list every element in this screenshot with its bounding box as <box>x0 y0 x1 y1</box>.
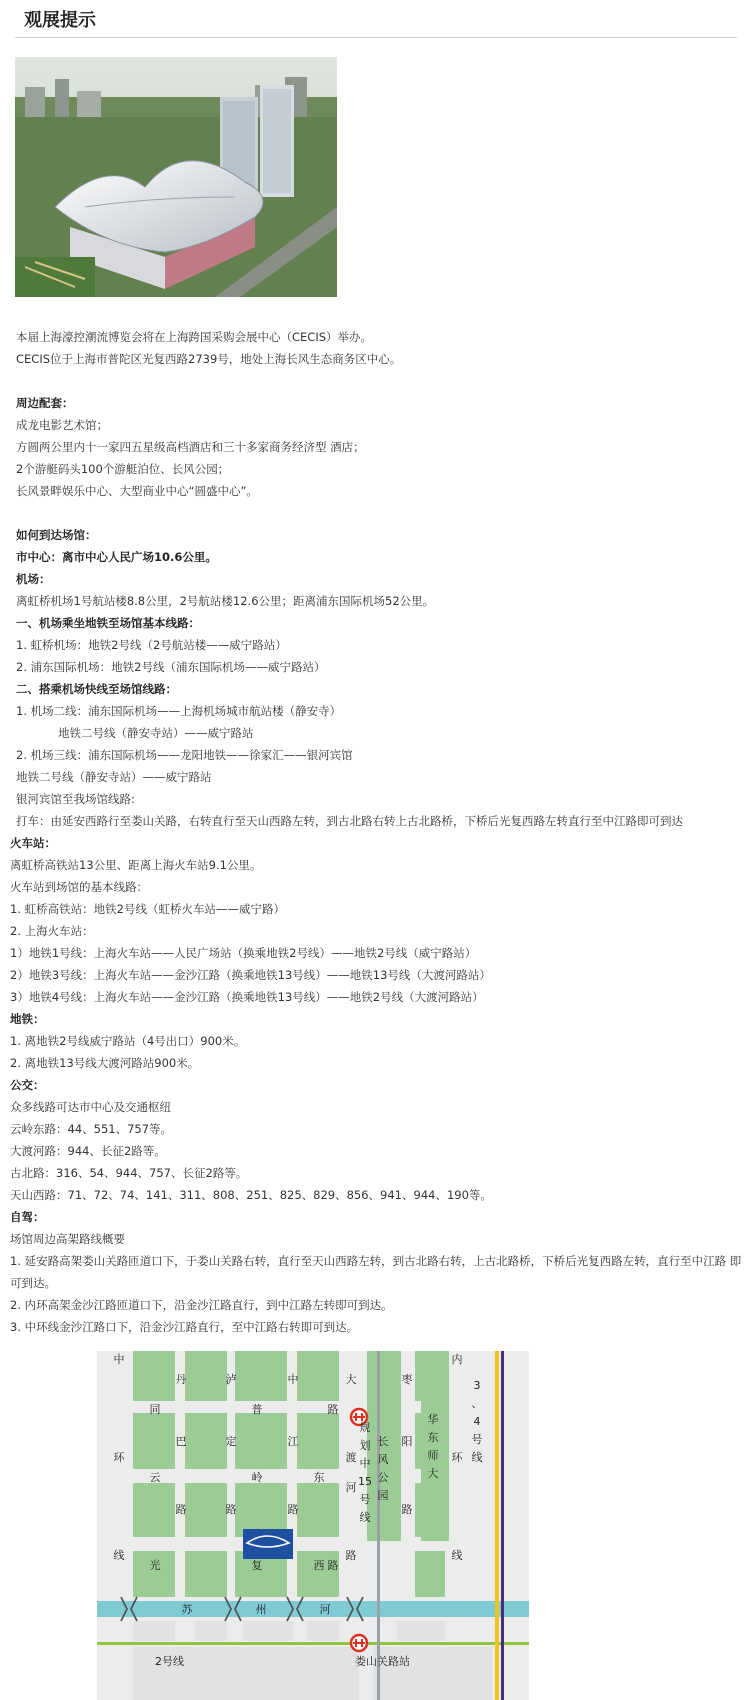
map-label: 西 <box>313 1559 325 1572</box>
map-label: 河 <box>319 1603 331 1616</box>
map-label: 线 <box>359 1511 371 1524</box>
city-block <box>235 1351 287 1401</box>
park-block <box>421 1351 449 1541</box>
map-label: 东 <box>427 1431 439 1444</box>
city-block <box>297 1413 339 1469</box>
map-label: 师 <box>427 1449 439 1462</box>
city-block <box>307 1621 339 1641</box>
page-title: 观展提示 <box>24 10 96 31</box>
drive-item: 2. 内环高架金沙江路匝道口下，沿金沙江路直行，到中江路左转即可到达。 <box>10 1298 393 1312</box>
train-routes-heading: 火车站到场馆的基本线路： <box>10 880 148 894</box>
subway-item: 2. 离地铁13号线大渡河路站900米。 <box>10 1056 200 1070</box>
city-block <box>185 1483 227 1537</box>
city-block <box>397 1621 445 1641</box>
taxi-route: 打车：由延安西路行至娄山关路，右转直行至天山西路左转，到古北路右转上古北路桥，下桥后光复西路左转直行至中江路即可到达 <box>16 814 683 828</box>
subway-item: 1. 离地铁2号线威宁路站（4号出口）900米。 <box>10 1034 246 1048</box>
map-label: 苏 <box>181 1603 193 1616</box>
drive-heading: 自驾： <box>10 1210 45 1224</box>
map-label: 大 <box>427 1467 439 1480</box>
suzhou-river <box>97 1601 529 1617</box>
map-label: 巴 <box>175 1435 187 1448</box>
map-label: 光 <box>149 1559 161 1572</box>
planned-line-15 <box>377 1351 380 1700</box>
city-block <box>133 1483 175 1537</box>
express-route: 地铁二号线（静安寺站）——威宁路站 <box>16 770 212 784</box>
surroundings-item: 长风景畔娱乐中心、大型商业中心“圆盛中心”。 <box>16 484 258 498</box>
metro-route: 2. 浦东国际机场：地铁2号线（浦东国际机场——威宁路站） <box>16 660 326 674</box>
map-label: 阳 <box>401 1435 413 1448</box>
map-label: 华 <box>427 1413 439 1426</box>
map-label: 内 <box>451 1353 463 1366</box>
intro-line: CECIS位于上海市普陀区光复西路2739号，地处上海长风生态商务区中心。 <box>16 352 402 366</box>
inner-ring-line <box>501 1351 504 1700</box>
drive-item: 3. 中环线金沙江路口下，沿金沙江路直行，至中江路右转即可到达。 <box>10 1320 359 1334</box>
map-label: 号 <box>359 1493 371 1506</box>
map-label: 河 <box>345 1481 357 1494</box>
map-label: 线 <box>113 1549 125 1562</box>
intro-line: 本届上海濠控潮流博览会将在上海跨国采购会展中心（CECIS）举办。 <box>16 330 373 344</box>
drive-item: 1. 延安路高架娄山关路匝道口下，于娄山关路右转，直行至天山西路左转，到古北路右转，上古北路桥，下桥后光复西路左转，直行至中江路 即可到达。 <box>10 1254 742 1290</box>
city-block <box>415 1551 445 1597</box>
map-label: 泸 <box>225 1373 237 1386</box>
map-label: 大 <box>345 1373 357 1386</box>
city-block <box>133 1413 175 1469</box>
venue-marker <box>243 1529 293 1559</box>
city-block <box>185 1551 227 1597</box>
train-route: 2. 上海火车站： <box>10 924 94 938</box>
map-label: 号 <box>471 1433 483 1446</box>
map-label: 州 <box>255 1603 267 1616</box>
map-label: 园 <box>377 1489 389 1502</box>
drive-intro: 场馆周边高架路线概要 <box>10 1232 125 1246</box>
city-block <box>297 1551 339 1597</box>
map-label: 线 <box>451 1549 463 1562</box>
city-block <box>243 1621 293 1641</box>
map-label: 环 <box>113 1451 125 1464</box>
map-label: 云 <box>149 1471 161 1484</box>
map-label: 路 <box>175 1503 187 1516</box>
express-route: 地铁二号线（静安寺站）——威宁路站 <box>58 726 254 740</box>
bus-item: 众多线路可达市中心及交通枢纽 <box>10 1100 171 1114</box>
city-block <box>235 1413 287 1469</box>
exhibition-center-illustration <box>15 57 337 297</box>
title-divider <box>15 37 737 38</box>
airport-heading: 机场： <box>16 572 51 586</box>
exhibition-center-photo <box>15 57 337 297</box>
express-route: 银河宾馆至我场馆线路: <box>16 792 135 806</box>
city-block <box>297 1483 339 1537</box>
city-block <box>133 1351 175 1401</box>
surroundings-item: 方圆两公里内十一家四五星级高档酒店和三十多家商务经济型 酒店； <box>16 440 365 454</box>
route-heading: 如何到达场馆： <box>16 528 97 542</box>
map-label: 路 <box>327 1403 339 1416</box>
surroundings-heading: 周边配套： <box>16 396 74 410</box>
metro-station-icon <box>351 1635 367 1651</box>
map-label: 枣 <box>401 1373 413 1386</box>
city-block <box>185 1413 227 1469</box>
metro-route: 1. 虹桥机场：地铁2号线（2号航站楼——威宁路站） <box>16 638 287 652</box>
map-label: 4 <box>473 1415 481 1428</box>
city-block <box>297 1351 339 1401</box>
location-map-svg <box>97 1351 529 1700</box>
map-label: 江 <box>287 1435 299 1448</box>
map-label: 3 <box>473 1379 481 1392</box>
airport-distance: 离虹桥机场1号航站楼8.8公里，2号航站楼12.6公里；距离浦东国际机场52公里。 <box>16 594 435 608</box>
map-label: 线 <box>471 1451 483 1464</box>
city-block <box>195 1621 227 1641</box>
bus-item: 古北路：316、54、944、757、长征2路等。 <box>10 1166 248 1180</box>
map-label: 同 <box>149 1403 161 1416</box>
map-label: 中 <box>359 1457 371 1470</box>
map-label: 划 <box>359 1439 371 1452</box>
location-map <box>97 1351 529 1700</box>
station-label: 娄山关路站 <box>355 1655 410 1668</box>
map-label: 风 <box>377 1453 389 1466</box>
train-route: 2）地铁3号线：上海火车站——金沙江路（换乘地铁13号线）——地铁13号线（大渡河路站） <box>10 968 491 982</box>
city-block <box>133 1621 175 1641</box>
bus-item: 大渡河路：944、长征2路等。 <box>10 1144 166 1158</box>
map-label: 普 <box>251 1403 263 1416</box>
map-label: 路 <box>327 1559 339 1572</box>
map-label: 丹 <box>175 1373 187 1386</box>
line-2-label: 2号线 <box>155 1655 184 1668</box>
train-heading: 火车站： <box>10 836 56 850</box>
map-label: 15 <box>358 1475 372 1488</box>
train-route: 1. 虹桥高铁站：地铁2号线（虹桥火车站——威宁路） <box>10 902 285 916</box>
city-block <box>185 1351 227 1401</box>
map-label: 岭 <box>251 1471 263 1484</box>
map-label: 长 <box>377 1435 389 1448</box>
map-label: 定 <box>225 1435 237 1448</box>
bus-heading: 公交： <box>10 1078 45 1092</box>
express-route: 2. 机场三线：浦东国际机场——龙阳地铁——徐家汇——银河宾馆 <box>16 748 353 762</box>
metro-line-3-4 <box>495 1351 499 1700</box>
map-label: 路 <box>287 1503 299 1516</box>
map-label: 规 <box>359 1421 371 1434</box>
map-label: 中 <box>287 1373 299 1386</box>
metro-route-heading: 一、机场乘坐地铁至场馆基本线路： <box>16 616 200 630</box>
map-label: 环 <box>451 1451 463 1464</box>
bus-item: 云岭东路：44、551、757等。 <box>10 1122 173 1136</box>
city-block <box>235 1483 287 1537</box>
bus-item: 天山西路：71、72、74、141、311、808、251、825、829、856、941、944、190等。 <box>10 1188 492 1202</box>
map-label: 路 <box>401 1503 413 1516</box>
map-label: 公 <box>377 1471 389 1484</box>
map-label: 路 <box>225 1503 237 1516</box>
article-body <box>10 326 745 1338</box>
train-route: 1）地铁1号线：上海火车站——人民广场站（换乘地铁2号线）——地铁2号线（威宁路站） <box>10 946 477 960</box>
subway-heading: 地铁： <box>10 1012 45 1026</box>
train-distance: 离虹桥高铁站13公里、距离上海火车站9.1公里。 <box>10 858 262 872</box>
map-label: 路 <box>345 1549 357 1562</box>
city-block <box>133 1551 175 1597</box>
map-label: 渡 <box>345 1451 357 1464</box>
map-label: 东 <box>313 1471 325 1484</box>
surroundings-item: 2个游艇码头100个游艇泊位、长风公园； <box>16 462 230 476</box>
express-heading: 二、搭乘机场快线至场馆线路： <box>16 682 177 696</box>
city-center-distance: 市中心：离市中心人民广场10.6公里。 <box>16 550 217 564</box>
train-route: 3）地铁4号线：上海火车站——金沙江路（换乘地铁13号线）——地铁2号线（大渡河路站） <box>10 990 484 1004</box>
map-label: 中 <box>113 1353 125 1366</box>
map-label: 、 <box>471 1397 483 1410</box>
spacer <box>10 370 745 392</box>
express-route: 1. 机场二线：浦东国际机场——上海机场城市航站楼（静安寺） <box>16 704 342 718</box>
metro-line-2 <box>97 1642 529 1645</box>
surroundings-item: 成龙电影艺术馆； <box>16 418 108 432</box>
map-label: 复 <box>251 1559 263 1572</box>
spacer <box>10 502 745 524</box>
